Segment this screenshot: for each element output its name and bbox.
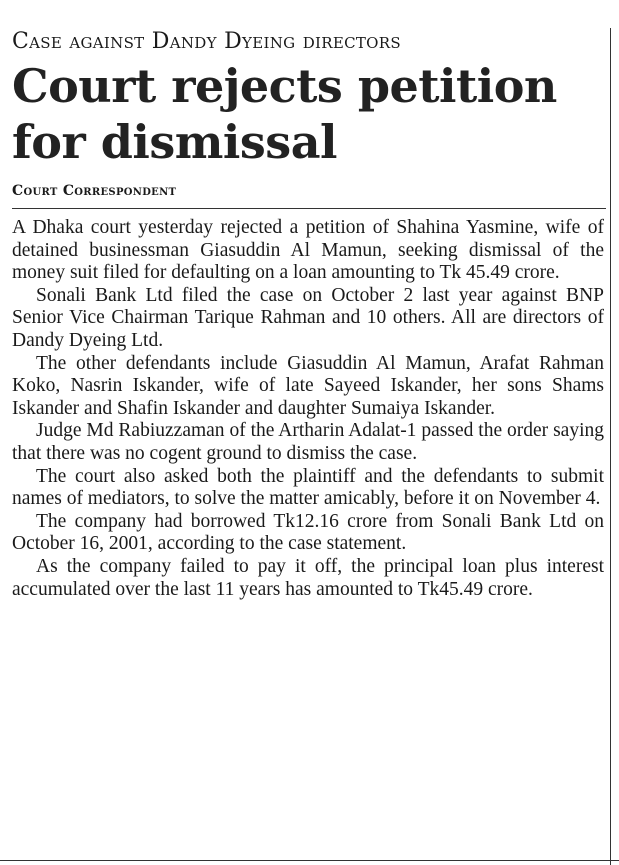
paragraph-4: Judge Md Rabiuzzaman of the Artharin Adalat-1 passed the order saying that there was no cogent ground to dismiss the case. [12, 420, 604, 464]
article-byline: Court Correspondent [12, 183, 177, 199]
paragraph-2: Sonali Bank Ltd filed the case on October 2 last year against BNP Senior Vice Chairman Tarique Rahman and 10 others. All are directors of Dandy Dyeing Ltd. [12, 284, 604, 351]
paragraph-7: As the company failed to pay it off, the principal loan plus interest accumulated over the last 11 years has amounted to Tk45.49 crore. [12, 555, 604, 600]
paragraph-1: A Dhaka court yesterday rejected a petition of Shahina Yasmine, wife of detained businessman Giasuddin Al Mamun, seeking dismissal of the money suit filed for defaulting on a loan amounting to Tk 45.49 crore. [12, 217, 604, 284]
column-rule [610, 28, 611, 865]
article-kicker: Case against Dandy Dyeing directors [12, 29, 401, 54]
article-body [12, 217, 604, 601]
paragraph-5: The court also asked both the plaintiff and the defendants to submit names of mediators, to solve the matter amicably, before it on November 4. [12, 465, 604, 510]
byline-divider [12, 208, 606, 209]
article [12, 28, 604, 601]
article-headline: Court rejects petition for dismissal [12, 59, 557, 169]
paragraph-6: The company had borrowed Tk12.16 crore from Sonali Bank Ltd on October 16, 2001, according to the case statement. [12, 510, 604, 555]
paragraph-3: The other defendants include Giasuddin Al Mamun, Arafat Rahman Koko, Nasrin Iskander, wife of late Sayeed Iskander, her sons Shams Iskander and Shafin Iskander and daughter Sumaiya Iskander. [12, 352, 604, 419]
bottom-divider [0, 860, 619, 861]
